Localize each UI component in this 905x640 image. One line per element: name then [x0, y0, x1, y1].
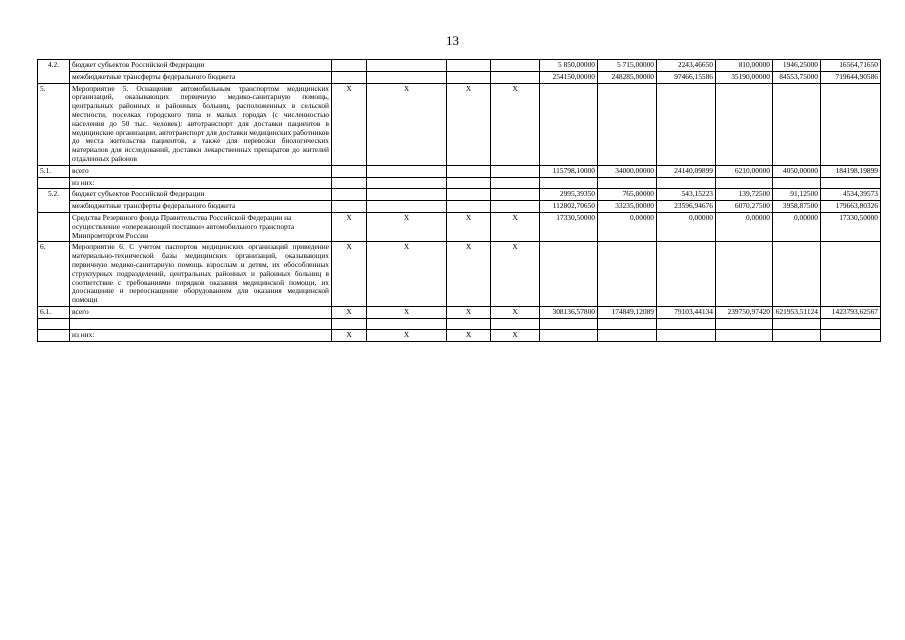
x-mark: X: [491, 329, 540, 341]
value-cell: 308136,57800: [540, 306, 598, 318]
row-description: бюджет субъектов Российской Федерации: [70, 60, 332, 72]
value-cell: 6070,27500: [716, 201, 773, 213]
value-cell: 174849,12089: [598, 306, 657, 318]
x-mark: X: [447, 212, 491, 241]
row-number: 6.1.: [38, 306, 70, 318]
x-mark: X: [491, 306, 540, 318]
value-cell: 33235,00000: [598, 201, 657, 213]
table-row: [38, 83, 881, 165]
value-cell: 1423793,62567: [821, 306, 881, 318]
value-cell: 79103,44134: [657, 306, 716, 318]
x-mark: X: [332, 306, 367, 318]
value-cell: 239750,97420: [716, 306, 773, 318]
value-cell: 16564,71650: [821, 60, 881, 72]
row-description: Средства Резервного фонда Правительства Российской Федерации на осуществление «опережающей поставки» автомобильного транспорта Минпромторгом России: [70, 212, 332, 241]
value-cell: 112802,70650: [540, 201, 598, 213]
row-number: 4.2.: [38, 60, 70, 84]
row-number: 5.1.: [38, 165, 70, 177]
x-mark: X: [367, 212, 447, 241]
value-cell: 4050,00000: [773, 165, 821, 177]
row-description: всего: [70, 306, 332, 318]
value-cell: 24140,09899: [657, 165, 716, 177]
value-cell: 179663,80326: [821, 201, 881, 213]
value-cell: 0,00000: [773, 212, 821, 241]
value-cell: 17330,50000: [821, 212, 881, 241]
budget-table: [37, 59, 881, 342]
value-cell: 4534,39573: [821, 189, 881, 201]
x-mark: X: [332, 83, 367, 165]
value-cell: 0,00000: [598, 212, 657, 241]
x-mark: X: [332, 212, 367, 241]
value-cell: 810,00000: [716, 60, 773, 72]
value-cell: 248285,00000: [598, 71, 657, 83]
row-description: Мероприятие 5. Оснащение автомобильным транспортом медицинских организаций, оказывающих первичную медико-санитарную помощь, центральных районных и районных больниц, расположенных в сельской местности, поселках городского типа и малых городах (с численностью населения до 50 тыс. человек): автотранспорт для доставки пациентов в медицинские организации, автотранспорт для доставки медицинских работников до места жительства пациентов, а также для перевозки биологических материалов для исследований, доставки лекарственных препаратов до жителей отдаленных районов: [70, 83, 332, 165]
table-row: [38, 212, 881, 241]
x-mark: X: [447, 329, 491, 341]
value-cell: 115798,10000: [540, 165, 598, 177]
value-cell: 1946,25000: [773, 60, 821, 72]
x-mark: X: [367, 83, 447, 165]
value-cell: 0,00000: [716, 212, 773, 241]
value-cell: 35190,00000: [716, 71, 773, 83]
row-number: 6.: [38, 242, 70, 307]
table-row: [38, 189, 881, 201]
table-row: [38, 71, 881, 83]
value-cell: 5 715,00000: [598, 60, 657, 72]
value-cell: 765,00000: [598, 189, 657, 201]
value-cell: 97466,15586: [657, 71, 716, 83]
row-number: 5.: [38, 83, 70, 165]
table-row: [38, 60, 881, 72]
x-mark: X: [447, 242, 491, 307]
value-cell: 2995,39350: [540, 189, 598, 201]
row-description: межбюджетные трансферты федерального бюджета: [70, 201, 332, 213]
x-mark: X: [332, 329, 367, 341]
row-description: Мероприятие 6. С учетом паспортов медицинских организаций приведение материально-технической базы медицинских организаций, оказывающих первичную медико-санитарную помощь взрослым и детям, их обособленных структурных подразделений, центральных районных и районных больниц в соответствие с требованиями порядков оказания медицинской помощи, их дооснащение и переоснащение оборудованием для оказания медицинской помощи: [70, 242, 332, 307]
x-mark: X: [367, 329, 447, 341]
value-cell: 84553,75000: [773, 71, 821, 83]
value-cell: 139,72500: [716, 189, 773, 201]
row-description: из них:: [70, 177, 332, 189]
row-description: из них:: [70, 329, 332, 341]
x-mark: X: [367, 306, 447, 318]
value-cell: 5 850,00000: [540, 60, 598, 72]
x-mark: X: [491, 242, 540, 307]
x-mark: X: [447, 306, 491, 318]
table-row: [38, 177, 881, 189]
value-cell: 184198,19899: [821, 165, 881, 177]
table-row: [38, 201, 881, 213]
value-cell: 0,00000: [657, 212, 716, 241]
value-cell: 719644,90586: [821, 71, 881, 83]
table-row: [38, 318, 881, 329]
row-description: всего: [70, 165, 332, 177]
page-number: 13: [446, 33, 459, 48]
value-cell: 17330,50000: [540, 212, 598, 241]
row-description: межбюджетные трансферты федерального бюджета: [70, 71, 332, 83]
value-cell: 3958,87500: [773, 201, 821, 213]
x-mark: X: [367, 242, 447, 307]
table-row: [38, 329, 881, 341]
value-cell: 254150,00000: [540, 71, 598, 83]
x-mark: X: [332, 242, 367, 307]
value-cell: 23596,94676: [657, 201, 716, 213]
x-mark: X: [447, 83, 491, 165]
value-cell: 91,12500: [773, 189, 821, 201]
table-row: [38, 165, 881, 177]
row-number: 5.2.: [38, 189, 70, 213]
table-row: [38, 306, 881, 318]
value-cell: 621953,51124: [773, 306, 821, 318]
value-cell: 543,15223: [657, 189, 716, 201]
x-mark: X: [491, 83, 540, 165]
value-cell: 6210,00000: [716, 165, 773, 177]
table-row: [38, 242, 881, 307]
value-cell: 2243,46650: [657, 60, 716, 72]
x-mark: X: [491, 212, 540, 241]
row-description: бюджет субъектов Российской Федерации: [70, 189, 332, 201]
value-cell: 34000,00000: [598, 165, 657, 177]
